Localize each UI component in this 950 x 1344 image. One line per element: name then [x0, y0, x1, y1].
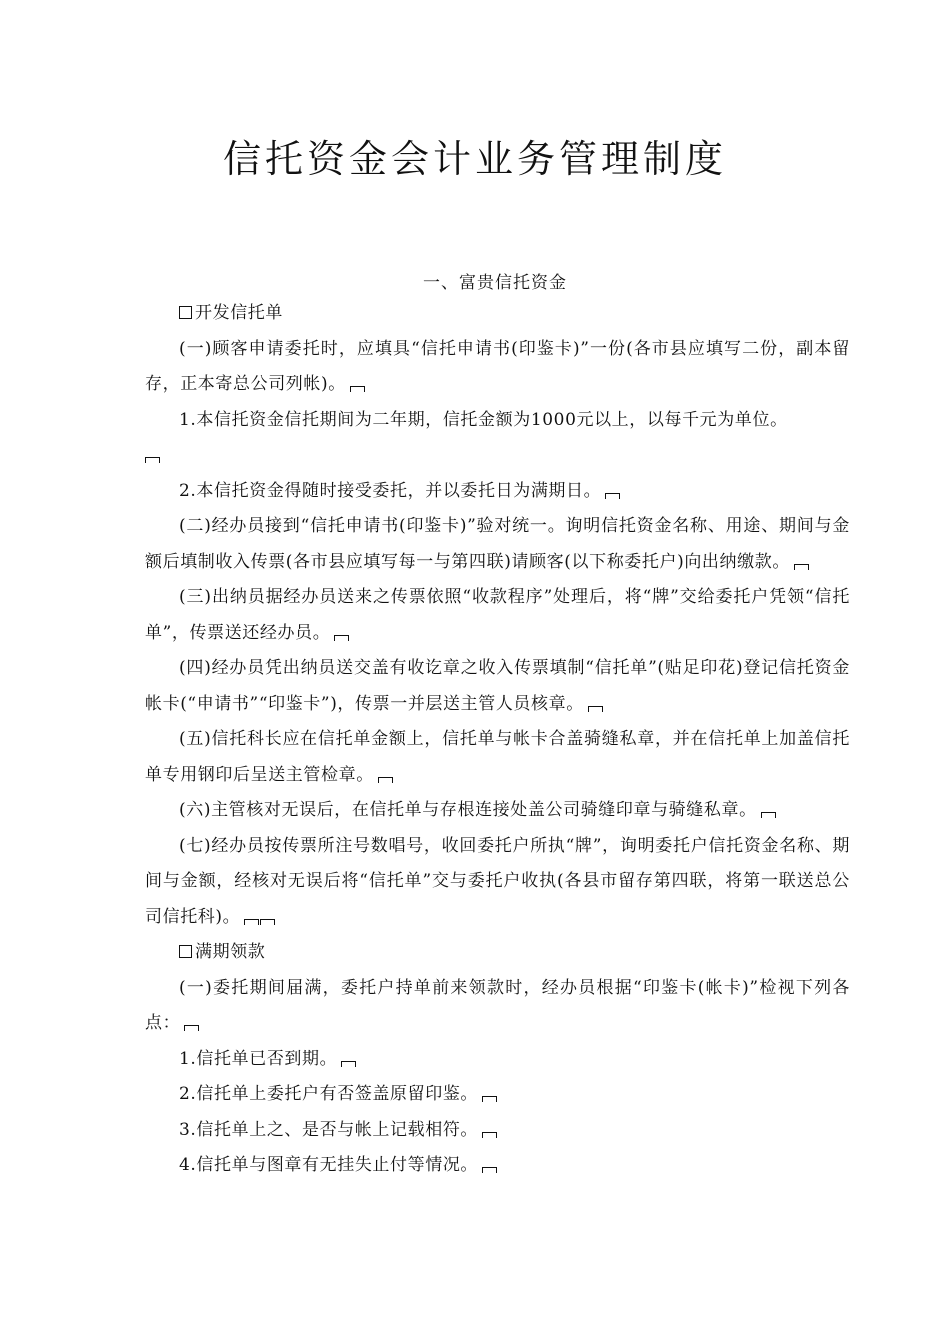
paragraph-mark-icon — [378, 777, 393, 783]
paragraph-mark-icon — [244, 919, 259, 925]
paragraph-mark-icon — [605, 493, 620, 499]
paragraph: (七)经办员按传票所注号数唱号，收回委托户所执“牌”，询明委托户信托资金名称、期间与金额，经核对无误后将“信托单”交与委托户收执(各县市留存第四联，将第一联送总公司信托科)。 — [145, 835, 850, 927]
list-item: 4.信托单与图章有无挂失止付等情况。 — [145, 1148, 850, 1184]
paragraph: (五)信托科长应在信托单金额上，信托单与帐卡合盖骑缝私章，并在信托单上加盖信托单专用钢印后呈送主管检章。 — [145, 729, 850, 785]
checkbox-square-icon — [179, 306, 192, 319]
checkbox-square-icon — [179, 945, 192, 958]
box-heading-develop: 开发信托单 — [145, 296, 850, 332]
paragraph: (二)经办员接到“信托申请书(印鉴卡)”验对统一。询明信托资金名称、用途、期间与金额后填制收入传票(各市县应填写每一与第四联)请顾客(以下称委托户)向出纳缴款。 — [145, 516, 850, 572]
paragraph-mark-icon — [794, 564, 809, 570]
paragraph: (六)主管核对无误后，在信托单与存根连接处盖公司骑缝印章与骑缝私章。 — [145, 793, 850, 829]
list-item: 2.信托单上委托户有否签盖原留印鉴。 — [145, 1077, 850, 1113]
paragraph-mark-icon — [588, 706, 603, 712]
paragraph-mark-icon — [334, 635, 349, 641]
paragraph: (一)委托期间届满，委托户持单前来领款时，经办员根据“印鉴卡(帐卡)”检视下列各点： — [145, 977, 850, 1033]
paragraph-mark-icon — [341, 1061, 356, 1067]
document-body — [145, 296, 850, 1184]
paragraph: (四)经办员凭出纳员送交盖有收讫章之收入传票填制“信托单”(贴足印花)登记信托资金帐卡(“申请书”“印鉴卡”)，传票一并层送主管人员核章。 — [145, 658, 850, 714]
paragraph-mark-icon — [482, 1132, 497, 1138]
paragraph-mark-line — [145, 438, 850, 474]
list-item: 3.信托单上之、是否与帐上记载相符。 — [145, 1113, 850, 1149]
list-item: 1.信托单已否到期。 — [145, 1042, 850, 1078]
paragraph-mark-icon — [145, 457, 160, 463]
paragraph-mark-icon — [350, 386, 365, 392]
paragraph-mark-icon — [260, 919, 275, 925]
box-heading-maturity: 满期领款 — [145, 935, 850, 971]
section-heading: 一、富贵信托资金 — [423, 273, 567, 293]
paragraph: (一)顾客申请委托时，应填具“信托申请书(印鉴卡)”一份(各市县应填写二份，副本留存，正本寄总公司列帐)。 — [145, 338, 850, 394]
paragraph-mark-icon — [482, 1096, 497, 1102]
paragraph-mark-icon — [184, 1025, 199, 1031]
paragraph-mark-icon — [761, 812, 776, 818]
paragraph-mark-icon — [482, 1167, 497, 1173]
paragraph: (三)出纳员据经办员送来之传票依照“收款程序”处理后，将“牌”交给委托户凭领“信托单”，传票送还经办员。 — [145, 587, 850, 643]
document-title: 信托资金会计业务管理制度 — [222, 137, 727, 181]
paragraph: 1.本信托资金信托期间为二年期，信托金额为1000元以上，以每千元为单位。 — [179, 409, 788, 430]
paragraph: 2.本信托资金得随时接受委托，并以委托日为满期日。 — [145, 474, 850, 510]
